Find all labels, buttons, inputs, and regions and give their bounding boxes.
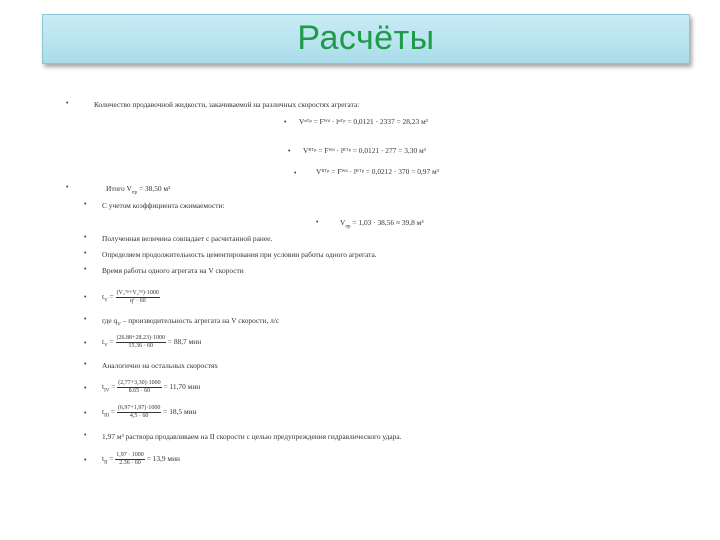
text-line-5: Определяем продолжительность цементирования при условии работы одного агрегата. xyxy=(102,250,377,259)
total-value: = 38,50 м³ xyxy=(137,184,171,193)
formula-7-numerator: (2,77+3,30)·1000 xyxy=(118,379,161,386)
formula-7-subscript: IV xyxy=(104,388,110,394)
formula-8-result: = 18,5 мин xyxy=(161,407,197,416)
bullet-marker: • xyxy=(84,385,87,392)
formula-6-fraction xyxy=(116,335,166,350)
total-label: Итого V xyxy=(106,184,132,193)
formula-9-subscript: II xyxy=(104,460,108,466)
formula-8-subscript: III xyxy=(104,413,110,419)
formula-7-t: t xyxy=(102,382,105,391)
formula-9-t: t xyxy=(102,454,105,463)
text-line-4: Полученная величина совпадает с расчитанной ранее. xyxy=(102,234,273,243)
text-line-1: Количество продавочной жидкости, закачиваемой на различных скоростях агрегата: xyxy=(94,100,360,109)
bullet-marker: • xyxy=(84,316,87,323)
formula-5-t: t xyxy=(102,292,105,301)
text-line-7: где $q_V$ – производительность агрегата на V скорости, л/с xyxy=(102,316,280,328)
formula-line-2: Vᴿᵀᵖ = Fᵂᵈ · lᴿᵀᵖ = 0,0121 · 277 = 3,30 м³ xyxy=(303,146,426,155)
bullet-marker: • xyxy=(84,361,87,368)
where-label: где q xyxy=(102,316,118,325)
bullet-marker: • xyxy=(84,340,87,347)
slide-title: Расчёты xyxy=(297,19,435,57)
formula-8-numerator: (6,97+1,97)·1000 xyxy=(117,404,161,411)
bullet-marker: • xyxy=(84,250,87,257)
formula-8-denominator: 4,5 · 60 xyxy=(129,412,149,419)
bullet-marker: • xyxy=(84,201,87,208)
formula-line-1: Vⁿᵀᵖ = Fᵂᵈ · lⁿᵀᵖ = 0,0121 · 2337 = 28,23 м³ xyxy=(299,117,428,126)
formula-line-4 xyxy=(340,218,424,231)
formula-line-7: $t_{IV}$ = $\frac{(2,77+3,30)\cdot 1000}{8.65 \cdot 60}$ = 11,70 мин xyxy=(102,379,201,394)
formula-9-denominator: 2.36 · 60 xyxy=(119,459,141,466)
formula-5-fraction xyxy=(116,290,160,305)
where-description: – производительность агрегата на V скорости, л/с xyxy=(120,316,280,325)
formula-9-fraction xyxy=(115,452,145,467)
text-line-2 xyxy=(106,184,170,197)
total-subscript: пр xyxy=(131,190,138,196)
formula-6-denominator: 15.36 · 60 xyxy=(128,342,153,349)
formula-line-6: $t_V$ = $\frac{(26.88+28.23)\cdot 1000}{15.36 \cdot 60}$ = 88,7 мин xyxy=(102,334,202,349)
formula-line-9: $t_{II}$ = $\frac{1,97 \cdot 1000}{2.36 \cdot 60}$ = 13,9 мин xyxy=(102,451,181,466)
bullet-marker: • xyxy=(84,457,87,464)
formula-5-denominator: qᵛ · 60 xyxy=(129,297,146,304)
formula-5-subscript: V xyxy=(104,298,108,304)
formula-8-fraction xyxy=(117,405,161,420)
formula-7-denominator: 8.65 · 60 xyxy=(128,387,151,394)
bullet-marker: • xyxy=(84,266,87,273)
formula-4-subscript: пр xyxy=(345,224,351,230)
bullet-marker: • xyxy=(66,184,69,191)
bullet-marker: • xyxy=(84,410,87,417)
bullet-marker: • xyxy=(84,234,87,241)
formula-7-fraction xyxy=(117,380,161,395)
bullet-marker: • xyxy=(288,148,291,155)
bullet-marker: • xyxy=(316,219,319,226)
bullet-marker: • xyxy=(66,100,69,107)
text-line-3: С учетом коэффициента сжимаемости: xyxy=(102,201,225,210)
text-line-8: Аналогично на остальных скоростях xyxy=(102,361,218,370)
bullet-marker: • xyxy=(284,119,287,126)
formula-4-symbol: V xyxy=(340,218,346,227)
formula-6-result: = 88,7 мин xyxy=(165,337,202,346)
formula-6-t: t xyxy=(102,337,105,346)
formula-line-5: $t_V$ = $\frac{\text{(V₂ᵀᵖ+V₂ᵀᵖ)·1000}}{\text{qᵛ · 60}}$ xyxy=(102,289,159,304)
formula-line-8: $t_{III}$ = $\frac{(6,97+1,97)\cdot 1000}{4,5 \cdot 60}$ = 18,5 мин xyxy=(102,404,197,419)
formula-9-result: = 13,9 мин xyxy=(144,454,181,463)
bullet-marker: • xyxy=(84,432,87,439)
bullet-marker: • xyxy=(84,294,87,301)
formula-4-value: = 1,03 · 38,56 ≈ 39,8 м³ xyxy=(350,218,424,227)
text-line-9: 1,97 м³ раствора продавливаем на II скорости с целью предупреждения гидравлического удара. xyxy=(102,432,402,441)
bullet-marker: • xyxy=(294,170,297,177)
formula-6-numerator: (26.88+28.23)·1000 xyxy=(116,334,165,341)
text-line-6: Время работы одного агрегата на V скорости xyxy=(102,266,244,275)
formula-7-result: = 11,70 мин xyxy=(161,382,201,391)
formula-5-numerator: (V₂ᵀᵖ+V₂ᵀᵖ)·1000 xyxy=(116,289,159,296)
formula-6-subscript: V xyxy=(104,343,108,349)
formula-8-t: t xyxy=(102,407,105,416)
formula-9-numerator: 1,97 · 1000 xyxy=(116,451,144,458)
formula-line-3: Vᴿᵀᵖ = Fᵂᵈ · lᴿᵀᵖ = 0,0212 · 370 = 0,97 м³ xyxy=(316,167,439,176)
